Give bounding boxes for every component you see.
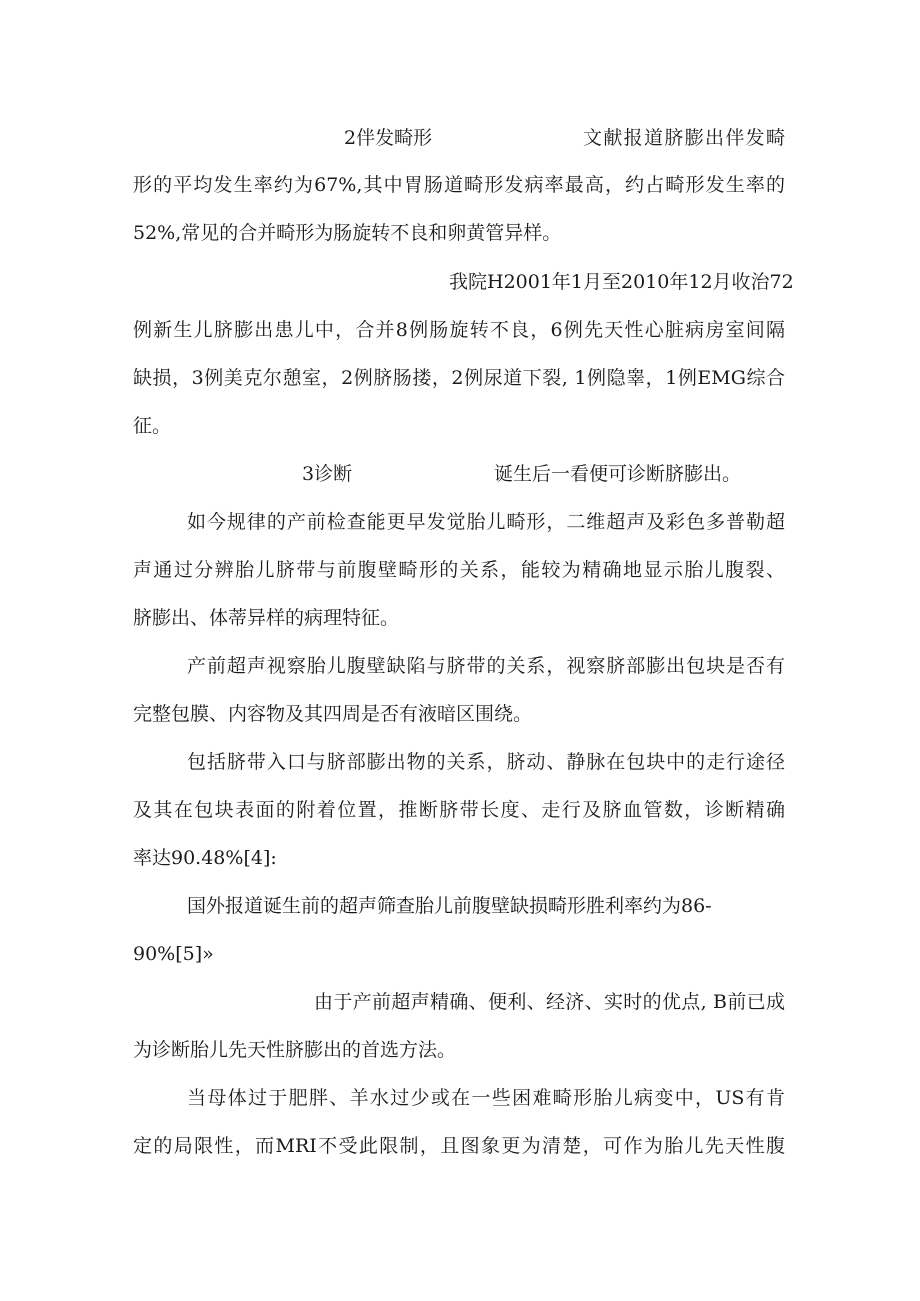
- paragraph-line: 率达90.48%[4]:: [133, 847, 277, 869]
- paragraph-line: 声通过分辨胎儿脐带与前腹壁畸形的关系，能较为精确地显示胎儿腹裂、: [133, 559, 785, 581]
- paragraph-line: 征。: [133, 415, 172, 437]
- paragraph-line: 及其在包块表面的附着位置，推断脐带长度、走行及脐血管数，诊断精确: [133, 799, 785, 821]
- paragraph-line: 定的局限性，而MRI不受此限制，且图象更为清楚，可作为胎儿先天性腹: [133, 1135, 785, 1157]
- paragraph-line: 国外报道诞生前的超声筛查胎儿前腹壁缺损畸形胜利率约为86-: [187, 895, 712, 917]
- paragraph-line: 如今规律的产前检查能更早发觉胎儿畸形，二维超声及彩色多普勒超: [187, 511, 785, 533]
- section-heading: 3诊断: [302, 463, 353, 485]
- paragraph-line: 产前超声视察胎儿腹壁缺陷与脐带的关系，视察脐部膨出包块是否有: [187, 655, 785, 677]
- paragraph-line: 缺损，3例美克尔憩室，2例脐肠搂，2例尿道下裂, 1例隐睾，1例EMG综合: [133, 367, 785, 389]
- paragraph-line: 文献报道脐膨出伴发畸: [583, 127, 785, 149]
- paragraph-line: 诞生后一看便可诊断脐膨出。: [494, 463, 742, 485]
- paragraph-line: 由于产前超声精确、便利、经济、实时的优点, B前已成: [314, 991, 785, 1013]
- paragraph-line: 完整包膜、内容物及其四周是否有液暗区围绕。: [133, 703, 533, 725]
- paragraph-line: 52%,常见的合并畸形为肠旋转不良和卵黄管异样。: [133, 222, 562, 244]
- paragraph-line: 90%[5]»: [133, 943, 214, 965]
- paragraph-line: 我院H2001年1月至2010年12月收治72: [449, 271, 794, 293]
- paragraph-line: 例新生儿脐膨出患儿中，合并8例肠旋转不良，6例先天性心脏病房室间隔: [133, 319, 785, 341]
- paragraph-line: 形的平均发生率约为67%,其中胃肠道畸形发病率最高，约占畸形发生率的: [133, 174, 785, 196]
- paragraph-line: 脐膨出、体蒂异样的病理特征。: [133, 607, 400, 629]
- section-heading: 2伴发畸形: [344, 127, 433, 149]
- paragraph-line: 当母体过于肥胖、羊水过少或在一些困难畸形胎儿病变中，US有肯: [187, 1087, 785, 1109]
- paragraph-line: 包括脐带入口与脐部膨出物的关系，脐动、静脉在包块中的走行途径: [187, 751, 785, 773]
- paragraph-line: 为诊断胎儿先天性脐膨出的首选方法。: [133, 1039, 457, 1061]
